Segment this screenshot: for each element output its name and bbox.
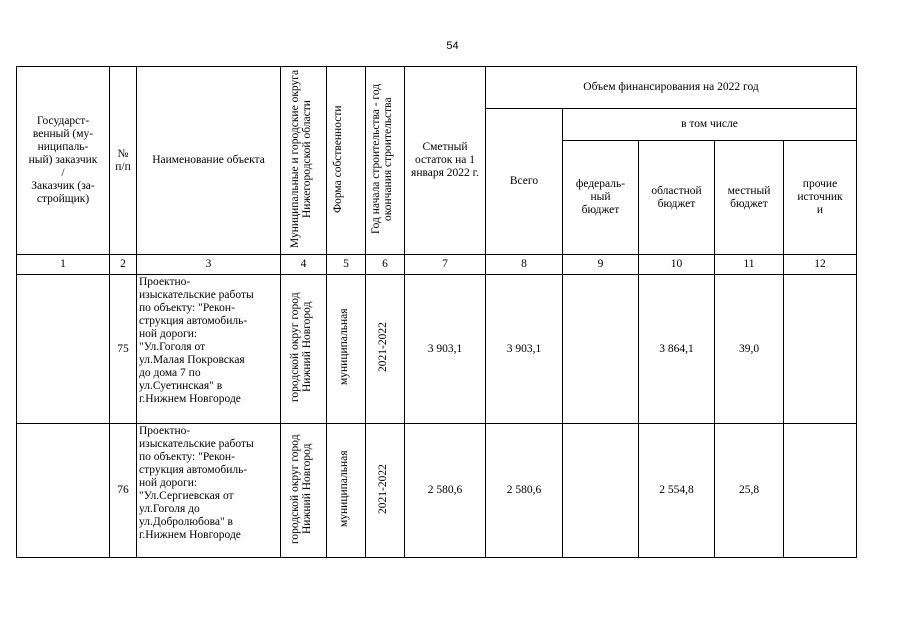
column-number: 1 xyxy=(17,255,110,275)
header-federal: федераль- ный бюджет xyxy=(563,141,639,255)
header-municipality: Муниципальные и городские округа Нижегородской области xyxy=(281,67,327,255)
cell-regional: 3 864,1 xyxy=(639,275,715,424)
cell-total: 2 580,6 xyxy=(486,424,563,558)
column-number: 2 xyxy=(110,255,137,275)
cell-municipality: городской округ город Нижний Новгород xyxy=(281,275,327,424)
cell-years: 2021-2022 xyxy=(366,424,405,558)
cell-ownership: муниципальная xyxy=(327,275,366,424)
column-numbers-row xyxy=(17,255,857,275)
column-number: 4 xyxy=(281,255,327,275)
column-number: 11 xyxy=(715,255,784,275)
cell-total: 3 903,1 xyxy=(486,275,563,424)
header-including: в том числе xyxy=(563,109,857,141)
header-ownership: Форма собственности xyxy=(327,67,366,255)
page-number: 54 xyxy=(446,40,459,52)
column-number: 7 xyxy=(405,255,486,275)
header-total: Всего xyxy=(486,109,563,255)
header-customer: Государст- венный (му- ниципаль- ный) заказчик / Заказчик (за- стройщик) xyxy=(17,67,110,255)
cell-num: 75 xyxy=(110,275,137,424)
cell-num: 76 xyxy=(110,424,137,558)
cell-municipality: городской округ город Нижний Новгород xyxy=(281,424,327,558)
header-object-name: Наименование объекта xyxy=(137,67,281,255)
cell-local: 25,8 xyxy=(715,424,784,558)
cell-federal xyxy=(563,424,639,558)
cell-other xyxy=(784,275,857,424)
cell-federal xyxy=(563,275,639,424)
column-number: 10 xyxy=(639,255,715,275)
cell-object-name: Проектно- изыскательские работы по объекту: "Рекон- струкция автомобиль- ной дороги: "Ул.Гоголя от ул.Малая Покровская до дома 7 по ул.Суетинская" в г.Нижнем Новгороде xyxy=(137,275,281,424)
header-local: местный бюджет xyxy=(715,141,784,255)
table-row xyxy=(17,275,857,424)
column-number: 5 xyxy=(327,255,366,275)
cell-ownership: муниципальная xyxy=(327,424,366,558)
column-number: 9 xyxy=(563,255,639,275)
column-number: 12 xyxy=(784,255,857,275)
financing-table xyxy=(16,66,857,558)
cell-object-name: Проектно- изыскательские работы по объекту: "Рекон- струкция автомобиль- ной дороги: "Ул.Сергиевская от ул.Гоголя до ул.Добролюбова" в г.Нижнем Новгороде xyxy=(137,424,281,558)
header-remaining: Сметный остаток на 1 января 2022 г. xyxy=(405,67,486,255)
cell-years: 2021-2022 xyxy=(366,275,405,424)
cell-customer xyxy=(17,275,110,424)
cell-other xyxy=(784,424,857,558)
table-row xyxy=(17,424,857,558)
cell-remaining: 2 580,6 xyxy=(405,424,486,558)
header-years: Год начала строительства - год окончания строительства xyxy=(366,67,405,255)
header-financing-group: Объем финансирования на 2022 год xyxy=(486,67,857,109)
cell-regional: 2 554,8 xyxy=(639,424,715,558)
column-number: 8 xyxy=(486,255,563,275)
header-regional: областной бюджет xyxy=(639,141,715,255)
cell-local: 39,0 xyxy=(715,275,784,424)
column-number: 6 xyxy=(366,255,405,275)
header-other: прочие источник и xyxy=(784,141,857,255)
cell-remaining: 3 903,1 xyxy=(405,275,486,424)
header-num: № п/п xyxy=(110,67,137,255)
cell-customer xyxy=(17,424,110,558)
column-number: 3 xyxy=(137,255,281,275)
